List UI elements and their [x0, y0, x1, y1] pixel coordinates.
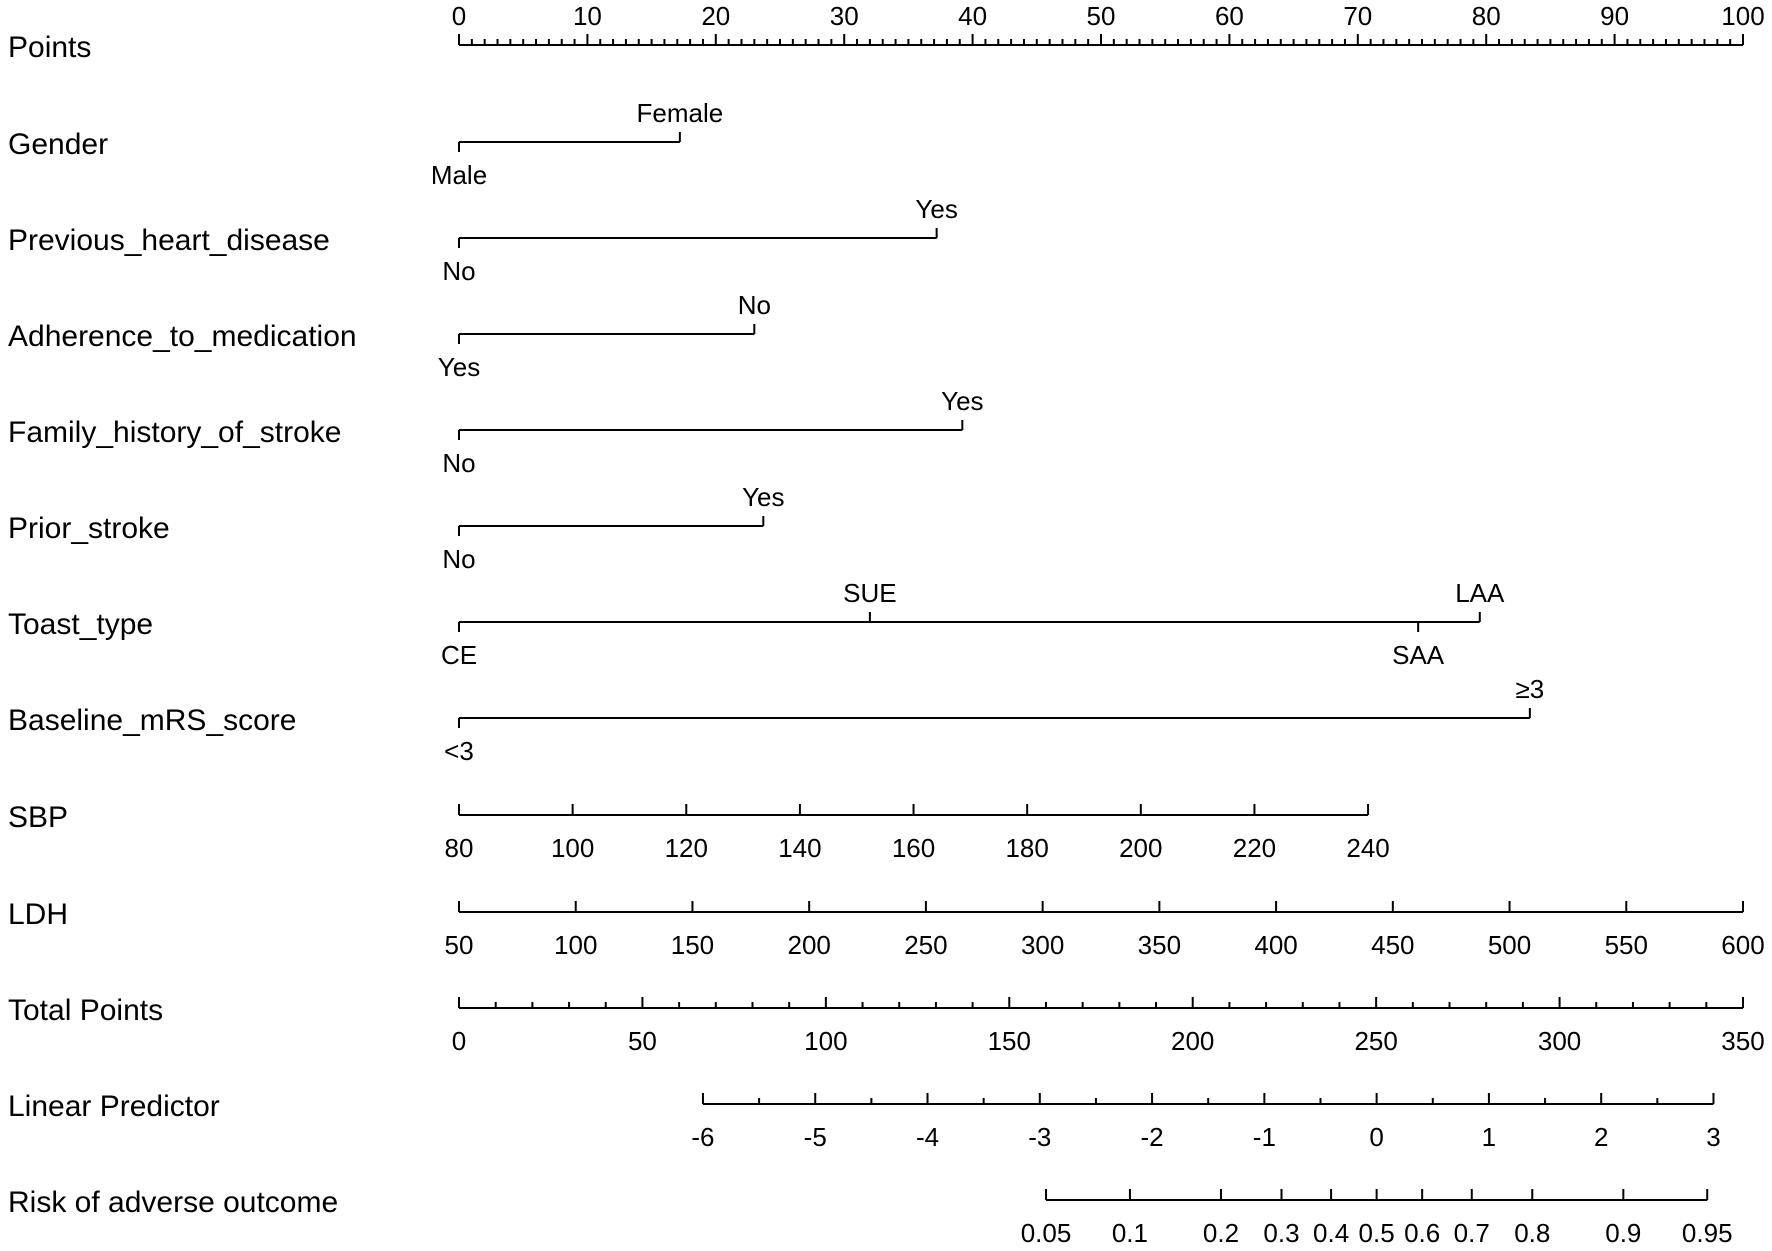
- risk-of-adverse-outcome-tick-label: 0.3: [1263, 1218, 1300, 1248]
- ldh-tick-label: 550: [1604, 930, 1648, 960]
- risk-of-adverse-outcome-tick-label: 0.1: [1111, 1218, 1149, 1248]
- row-label-sbp: SBP: [8, 801, 69, 834]
- risk-of-adverse-outcome-tick-label: 0.5: [1358, 1218, 1395, 1248]
- risk-of-adverse-outcome-tick-label: 0.9: [1605, 1218, 1642, 1248]
- ldh-tick-label: 350: [1137, 930, 1182, 960]
- ldh-tick-label: 450: [1371, 930, 1415, 960]
- prior-stroke-level-label: No: [442, 544, 476, 574]
- linear-predictor-tick-label: -5: [803, 1122, 827, 1152]
- sbp-tick-label: 100: [550, 833, 595, 863]
- row-label-total-points: Total Points: [8, 994, 164, 1027]
- linear-predictor-tick-label: -3: [1028, 1122, 1052, 1152]
- points-tick-label: 20: [701, 1, 731, 31]
- row-label-family-history-of-stroke: Family_history_of_stroke: [8, 416, 342, 449]
- family-history-of-stroke-level-label: Yes: [941, 386, 984, 416]
- row-label-baseline-mrs-score: Baseline_mRS_score: [8, 704, 297, 737]
- points-tick-label: 60: [1214, 1, 1244, 31]
- total-points-tick-label: 350: [1721, 1026, 1765, 1056]
- ldh-tick-label: 150: [670, 930, 715, 960]
- sbp-tick-label: 240: [1346, 833, 1390, 863]
- row-label-gender: Gender: [8, 128, 109, 161]
- ldh-tick-label: 600: [1721, 930, 1765, 960]
- ldh-tick-label: 300: [1020, 930, 1065, 960]
- risk-of-adverse-outcome-tick-label: 0.7: [1453, 1218, 1490, 1248]
- linear-predictor-tick-label: -2: [1140, 1122, 1164, 1152]
- total-points-tick-label: 200: [1171, 1026, 1215, 1056]
- row-label-prior-stroke: Prior_stroke: [8, 512, 170, 545]
- risk-of-adverse-outcome-tick-label: 0.6: [1404, 1218, 1441, 1248]
- risk-of-adverse-outcome-tick-label: 0.8: [1514, 1218, 1551, 1248]
- total-points-tick-label: 250: [1354, 1026, 1398, 1056]
- ldh-tick-label: 400: [1254, 930, 1298, 960]
- row-label-points: Points: [8, 31, 92, 64]
- risk-of-adverse-outcome-tick-label: 0.05: [1020, 1218, 1072, 1248]
- prior-stroke-level-label: Yes: [742, 482, 785, 512]
- linear-predictor-tick-label: -1: [1252, 1122, 1276, 1152]
- row-label-risk-of-adverse-outcome: Risk of adverse outcome: [8, 1186, 339, 1219]
- sbp-tick-label: 200: [1119, 833, 1163, 863]
- row-label-ldh: LDH: [8, 898, 69, 931]
- total-points-tick-label: 150: [987, 1026, 1031, 1056]
- points-tick-label: 0: [451, 1, 467, 31]
- total-points-tick-label: 0: [451, 1026, 467, 1056]
- points-tick-label: 70: [1343, 1, 1373, 31]
- ldh-tick-label: 200: [787, 930, 831, 960]
- points-tick-label: 100: [1721, 1, 1765, 31]
- baseline-mrs-score-level-label: <3: [444, 736, 474, 766]
- risk-of-adverse-outcome-tick-label: 0.4: [1313, 1218, 1350, 1248]
- ldh-tick-label: 50: [444, 930, 474, 960]
- ldh-tick-label: 500: [1487, 930, 1532, 960]
- total-points-tick-label: 50: [627, 1026, 657, 1056]
- adherence-to-medication-level-label: No: [737, 290, 771, 320]
- baseline-mrs-score-level-label: ≥3: [1515, 674, 1545, 704]
- total-points-tick-label: 300: [1537, 1026, 1582, 1056]
- points-tick-label: 90: [1600, 1, 1630, 31]
- points-tick-label: 30: [829, 1, 859, 31]
- row-label-adherence-to-medication: Adherence_to_medication: [8, 320, 357, 353]
- points-tick-label: 40: [958, 1, 988, 31]
- sbp-tick-label: 120: [664, 833, 708, 863]
- linear-predictor-tick-label: 2: [1593, 1122, 1609, 1152]
- sbp-tick-label: 80: [444, 833, 474, 863]
- family-history-of-stroke-level-label: No: [442, 448, 476, 478]
- total-points-tick-label: 100: [804, 1026, 848, 1056]
- linear-predictor-tick-label: -4: [915, 1122, 940, 1152]
- toast-type-level-label: CE: [440, 640, 478, 670]
- sbp-tick-label: 220: [1232, 833, 1277, 863]
- previous-heart-disease-level-label: No: [442, 256, 476, 286]
- linear-predictor-tick-label: 3: [1706, 1122, 1721, 1152]
- points-tick-label: 10: [572, 1, 602, 31]
- gender-level-label: Female: [636, 98, 724, 128]
- toast-type-level-label: LAA: [1455, 578, 1505, 608]
- sbp-tick-label: 160: [891, 833, 936, 863]
- points-tick-label: 80: [1471, 1, 1501, 31]
- sbp-tick-label: 180: [1005, 833, 1049, 863]
- sbp-tick-label: 140: [778, 833, 822, 863]
- row-label-previous-heart-disease: Previous_heart_disease: [8, 224, 330, 257]
- ldh-tick-label: 100: [554, 930, 598, 960]
- gender-level-label: Male: [430, 160, 488, 190]
- row-label-toast-type: Toast_type: [8, 608, 154, 641]
- ldh-tick-label: 250: [904, 930, 948, 960]
- adherence-to-medication-level-label: Yes: [437, 352, 481, 382]
- points-tick-label: 50: [1086, 1, 1116, 31]
- toast-type-level-label: SAA: [1392, 640, 1445, 670]
- previous-heart-disease-level-label: Yes: [915, 194, 958, 224]
- row-label-linear-predictor: Linear Predictor: [8, 1090, 220, 1123]
- risk-of-adverse-outcome-tick-label: 0.2: [1202, 1218, 1240, 1248]
- toast-type-level-label: SUE: [843, 578, 897, 608]
- linear-predictor-tick-label: 1: [1481, 1122, 1497, 1152]
- linear-predictor-tick-label: 0: [1369, 1122, 1384, 1152]
- linear-predictor-tick-label: -6: [691, 1122, 715, 1152]
- risk-of-adverse-outcome-tick-label: 0.95: [1681, 1218, 1733, 1248]
